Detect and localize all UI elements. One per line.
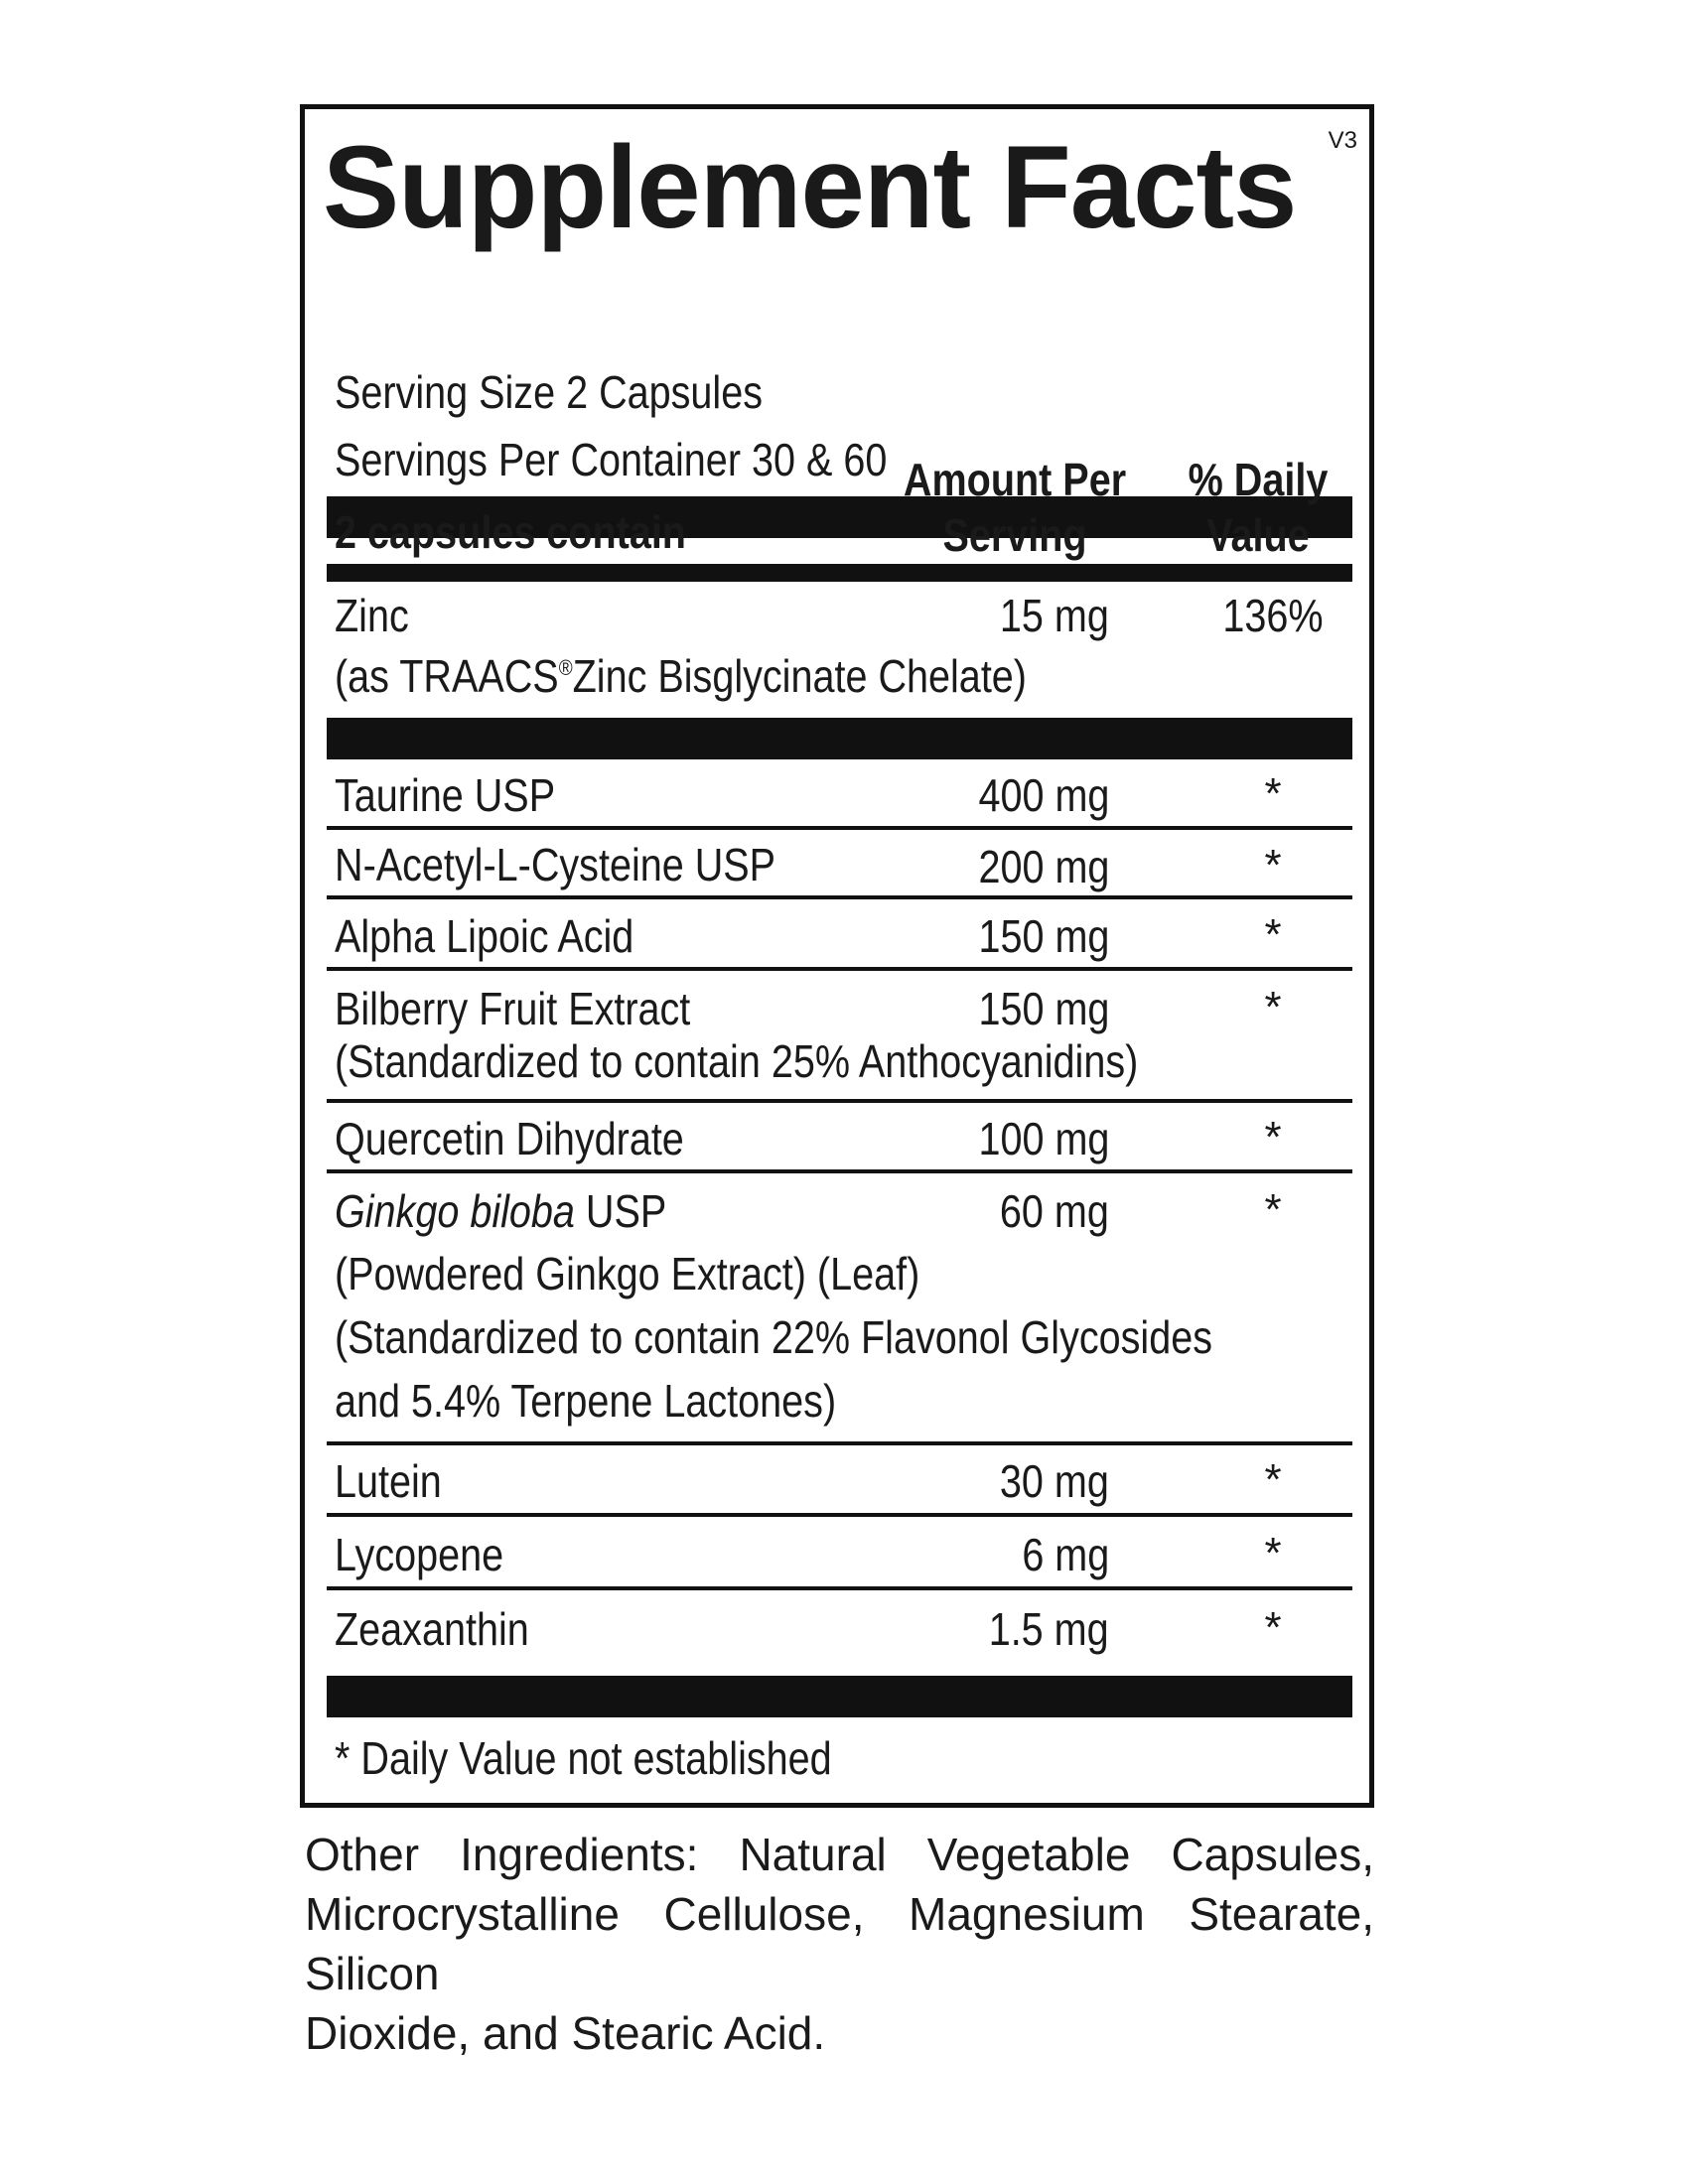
ingredient-amount: 1.5 mg [989,1603,1109,1655]
supplement-facts-panel [300,104,1374,1808]
ingredient-amount: 100 mg [978,1113,1109,1164]
ingredient-note: and 5.4% Terpene Lactones) [335,1375,837,1427]
ingredient-dv: * [1264,1603,1282,1652]
ingredient-dv: * [1264,1113,1282,1161]
version-label: V3 [1328,127,1357,154]
ingredient-name: Lycopene [335,1529,504,1580]
ingredient-dv: * [1264,769,1282,818]
other-ingredients-line: Microcrystalline Cellulose, Magnesium Stearate, Silicon [305,1888,1374,1999]
ingredient-amount: 60 mg [1000,1185,1109,1237]
row-divider [327,1169,1352,1173]
registered-mark: ® [558,655,573,680]
ingredient-name: Quercetin Dihydrate [335,1113,684,1164]
ingredient-dv: * [1264,841,1282,889]
other-ingredients [305,1825,1374,2063]
footnote: * Daily Value not established [335,1732,832,1784]
ingredient-amount: 150 mg [978,910,1109,962]
header-amount-per-serving: Amount Per Serving [903,454,1127,562]
ingredient-name: Alpha Lipoic Acid [335,910,634,962]
servings-per-container: Servings Per Container 30 & 60 [335,434,888,485]
header-daily-value: % Daily Value [1188,454,1329,562]
ingredient-name: Bilberry Fruit Extract [335,983,691,1034]
other-ingredients-line: Other Ingredients: Natural Vegetable Capsules, [305,1829,1374,1880]
ingredient-note: (Standardized to contain 22% Flavonol Glycosides [335,1311,1212,1363]
ingredient-name-ginkgo: Ginkgo biloba USP [335,1185,667,1237]
row-divider [327,1441,1352,1445]
ingredient-name-zinc: Zinc [335,590,409,641]
ingredient-name: Lutein [335,1455,442,1507]
row-divider [327,895,1352,899]
ingredient-name: N-Acetyl-L-Cysteine USP [335,839,776,890]
row-divider [327,1099,1352,1103]
ingredient-name: Zeaxanthin [335,1603,529,1655]
ingredient-dv: * [1264,1185,1282,1234]
row-divider [327,826,1352,830]
row-divider [327,1586,1352,1590]
panel-title: Supplement Facts [323,122,1297,253]
other-ingredients-line: Dioxide, and Stearic Acid. [305,2007,826,2059]
ginkgo-latin-name: Ginkgo biloba [335,1185,575,1237]
ingredient-dv: * [1264,983,1282,1031]
ingredient-note: (Standardized to contain 25% Anthocyanidins) [335,1035,1139,1087]
ingredient-dv: * [1264,1529,1282,1577]
ingredient-amount: 200 mg [978,841,1109,892]
thick-divider-bottom [327,1676,1352,1717]
ingredient-name: Taurine USP [335,769,556,821]
ingredient-amount: 30 mg [1000,1455,1109,1507]
ingredient-amount: 6 mg [1022,1529,1109,1580]
ingredient-amount: 400 mg [978,769,1109,821]
thick-divider-middle [327,718,1352,759]
ingredient-dv: * [1264,1455,1282,1504]
ingredient-amount: 150 mg [978,983,1109,1034]
ingredient-dv-zinc: 136% [1222,590,1324,641]
row-divider [327,967,1352,971]
ingredient-dv: * [1264,910,1282,959]
ingredient-note: (Powdered Ginkgo Extract) (Leaf) [335,1248,920,1299]
serving-size: Serving Size 2 Capsules [335,366,763,418]
header-divider [327,564,1352,582]
row-divider [327,1513,1352,1517]
zinc-source-note: (as TRAACS®Zinc Bisglycinate Chelate) [335,650,1027,702]
header-contains: 2 capsules contain [335,506,686,558]
ingredient-amount-zinc: 15 mg [1000,590,1109,641]
